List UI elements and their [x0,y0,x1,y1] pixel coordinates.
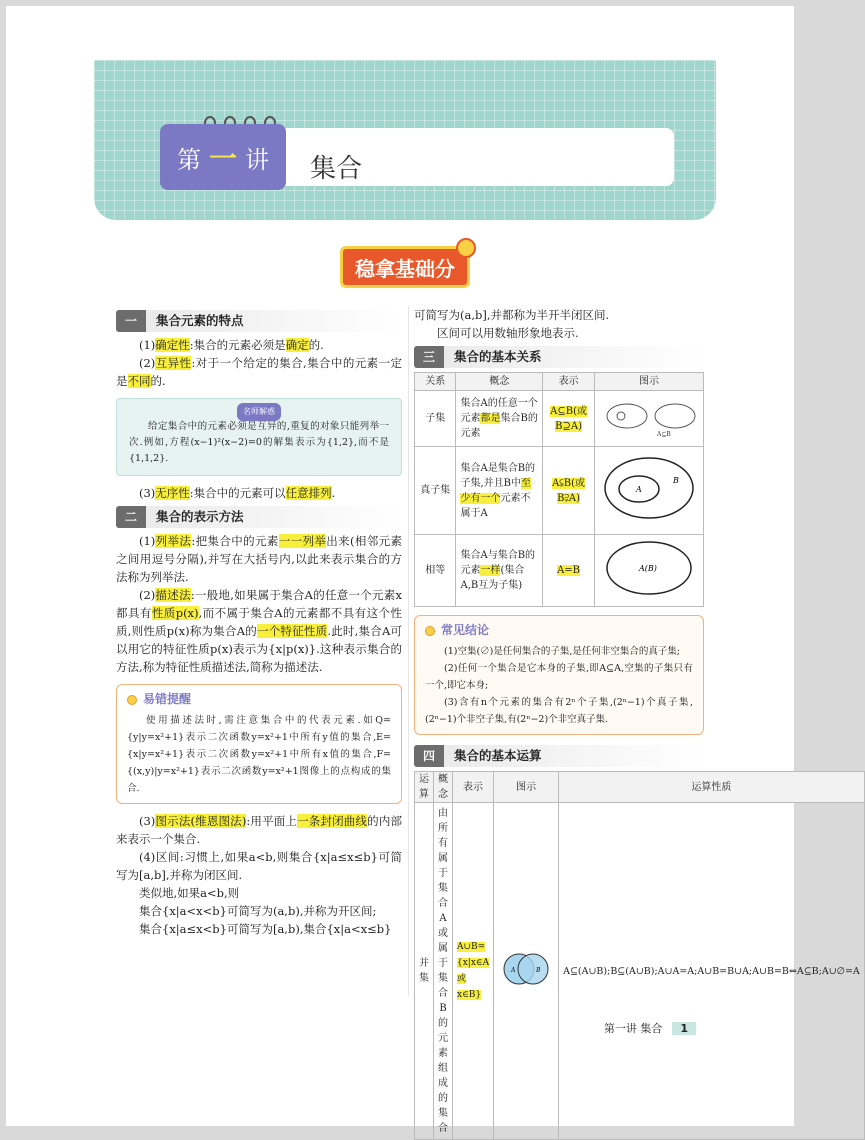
highlight: 列举法 [155,534,192,548]
cell: 真子集 [415,447,456,535]
section-number: 三 [414,346,444,368]
highlight: A⊆B(或B⊇A) [550,405,587,432]
text: :集合的元素必须是 [189,338,286,352]
highlight: 一条封闭曲线 [297,814,368,828]
note-tag: 名师解惑 [237,403,281,421]
highlight: 一一列举 [278,534,327,548]
conclusion-item: (3)含有n个元素的集合有2ⁿ个子集,(2ⁿ−1)个真子集,(2ⁿ−1)个非空子集,有(2ⁿ−2)个非空真子集. [425,697,693,725]
teacher-note [116,398,402,476]
text: :把集合中的元素 [191,534,279,548]
paragraph [116,336,402,354]
set-ab-label: A(B) [639,564,657,573]
table-header-row [415,772,865,803]
lightbulb-icon [456,238,476,258]
column-header: 关系 [415,373,456,391]
highlight: 确定 [285,338,309,352]
paragraph: 集合{x|a≤x<b}可简写为[a,b),集合{x|a<x≤b} [139,922,392,936]
section-title: 集合的基本运算 [454,748,542,763]
paragraph: 区间可以用数轴形象地表示. [437,326,579,340]
cell: A⊆(A∪B);B⊆(A∪B);A∪A=A;A∪B=B∪A;A∪B=B⇔A⊆B;A∪∅=A [559,803,865,1140]
conclusion-item: (2)任何一个集合是它本身的子集,即A⊆A,空集的子集只有一个,即它本身; [425,663,693,691]
cell: 并集 [415,803,434,1140]
table-row [415,535,704,607]
column-header: 图示 [595,373,704,391]
text: (2) [139,356,156,370]
cell [543,535,595,607]
text: (2) [139,588,156,602]
proper-subset-figure [599,453,699,523]
set-b-label: B [673,476,679,485]
set-a-label: A [511,966,516,974]
warning-header [127,691,391,708]
conclusion-item: (1)空集(∅)是任何集合的子集,是任何非空集合的真子集; [444,646,681,657]
text: 集合A的任意一个元素 [460,398,538,424]
text: . [331,486,336,500]
chapter-title: 集合 [310,154,363,184]
table-row [415,803,865,1140]
cell: 相等 [415,535,456,607]
text: :集合中的元素可以 [189,486,286,500]
cell [456,391,543,447]
cell: 子集 [415,391,456,447]
text: 集合A是集合B的子集,并且B中 [460,462,536,489]
lecture-suffix: 讲 [245,145,269,174]
highlight: 确定性 [155,338,190,352]
highlight: 不同 [127,374,151,388]
column-header: 图示 [494,772,559,803]
cell: 由所有属于集合A或属于集合B的元素组成的集合 [434,803,453,1140]
text: (1) [139,338,156,352]
page-footer [604,1020,696,1036]
set-a-label: A [636,485,642,494]
paragraph [116,484,402,502]
table-row [415,391,704,447]
highlight: 描述法 [155,588,191,602]
cell [543,447,595,535]
section-number: 一 [116,310,146,332]
set-b-label: B [536,966,541,974]
operations-table [414,771,865,1140]
text: 的内部来表示一个集合. [116,814,403,846]
right-column [414,306,860,1140]
text: 集合B的元素 [460,413,538,439]
highlight: 一样 [480,565,501,576]
highlight: A∪B={x|x∈A或x∈B} [457,942,490,1000]
cell [543,391,595,447]
footer-text: 第一讲 集合 [603,1022,663,1035]
highlight: A=B [557,565,581,576]
section-header-2 [116,506,402,528]
warning-title: 易错提醒 [143,692,192,706]
section-number: 四 [414,745,444,767]
lecture-number: 一 [208,142,237,175]
lecture-label [160,124,286,190]
section-title: 集合的表示方法 [156,509,244,524]
error-warning-box [116,684,402,804]
conclusion-title: 常见结论 [441,623,490,637]
cell [453,803,494,1140]
text: (3) [139,814,156,828]
figure-label: A⊆B [657,431,671,438]
text: :对于一个给定的集合,集合中的元素一定是 [116,356,403,388]
section-number: 二 [116,506,146,528]
text: 集合A与集合B的元素 [460,550,536,576]
warning-text: 使用描述法时,需注意集合中的代表元素.如Q={y|y=x²+1}表示二次函数y=x²+1中所有y值的集合,E={x|y=x²+1}表示二次函数y=x²+1中所有x值的集合,F={(x,y)|y=x²+1}表示二次函数y=x²+1图像上的点构成的集合. [127,715,391,794]
section-header-1 [116,310,402,332]
common-conclusions-box [414,615,704,735]
venn-union-diagram [494,803,559,1140]
text: 的. [150,374,166,388]
text: (1) [139,534,156,548]
paragraph: 集合{x|a<x<b}可简写为(a,b),并称为开区间; [139,904,377,918]
relations-table [414,372,704,607]
venn-equal-diagram [595,535,704,607]
lightbulb-icon [127,695,137,705]
section-title: 集合的基本关系 [454,349,542,364]
chapter-banner [94,60,716,220]
paragraph [116,532,402,586]
venn-proper-subset-diagram [595,447,704,535]
section-header-3 [414,346,704,368]
cell [456,535,543,607]
highlight: 一个特征性质 [256,624,328,638]
venn-subset-diagram [595,391,704,447]
highlight: 互异性 [155,356,192,370]
text: 的. [308,338,324,352]
union-figure [498,949,554,989]
left-column [116,306,402,938]
column-header: 表示 [543,373,595,391]
note-text: 给定集合中的元素必须是互异的,重复的对象只能列举一次.例如,方程(x−1)²(x−2)=0的解集表示为{1,2},而不是{1,1,2}. [129,421,389,464]
lecture-prefix: 第 [176,145,201,174]
paragraph [116,354,402,390]
table-header-row [415,373,704,391]
paragraph [116,586,402,676]
text: (集合A,B互为子集) [460,565,525,591]
table-row [415,447,704,535]
highlight: 至少有一个 [460,477,532,504]
subset-figure [599,396,699,436]
column-header: 运算 [415,772,434,803]
text: (3) [139,486,156,500]
column-header: 概念 [456,373,543,391]
lightbulb-icon [425,626,435,636]
text: 元素不属于A [460,492,531,519]
paragraph [116,812,402,848]
text: ,而不属于集合A的元素都不具有这个性质,则性质p(x)称为集合A的 [116,606,402,638]
text: :用平面上 [246,814,298,828]
highlight: 性质p(x) [151,606,199,620]
page-number: 1 [672,1022,696,1035]
column-header: 概念 [434,772,453,803]
paragraph: 可简写为(a,b],并都称为半开半闭区间. [414,308,610,322]
highlight: 任意排列 [285,486,332,500]
conclusion-header [425,622,693,639]
cell [456,447,543,535]
highlight: 都是 [480,413,501,424]
text: :一般地,如果属于集合A的任意一个元素x都具有 [116,588,402,620]
paragraph: 类似地,如果a<b,则 [139,886,240,900]
column-header: 运算性质 [559,772,865,803]
equal-figure [599,538,699,598]
column-header: 表示 [453,772,494,803]
section-badge: 稳拿基础分 [340,246,470,288]
highlight: 图示法(维恩图法) [155,814,247,828]
paragraph: (4)区间:习惯上,如果a<b,则集合{x|a≤x≤b}可简写为[a,b],并称为闭区间. [116,850,402,882]
page [6,6,860,1134]
column-divider [408,306,409,996]
highlight: 无序性 [155,486,190,500]
section-header-4 [414,745,704,767]
text: 出来(相邻元素之间用逗号分隔),并写在大括号内,以此来表示集合的方法称为列举法. [116,534,402,584]
text: .此时,集合A可以用它的特征性质p(x)表示为{x|p(x)}.这种表示集合的方法,称为特征性质描述法,简称为描述法. [116,624,402,674]
section-title: 集合元素的特点 [156,313,244,328]
highlight: A⫋B(或B⫌A) [552,477,585,504]
